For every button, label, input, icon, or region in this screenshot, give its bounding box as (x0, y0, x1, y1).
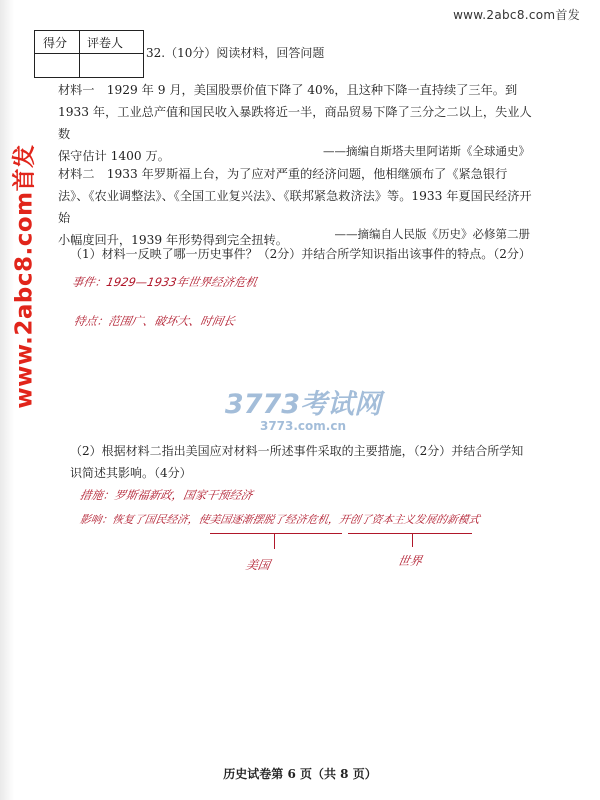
score-table (34, 30, 144, 78)
material-two-line: 小幅度回升，1939 年形势得到完全扭转。 (58, 233, 288, 247)
material-two-line: 材料二 1933 年罗斯福上台，为了应对严重的经济问题，他相继颁布了《紧急银行 (58, 167, 508, 181)
annotation-tick-us (274, 533, 275, 549)
material-one-line: 1933 年，工业总产值和国民收入暴跌将近一半，商品贸易下降了三分之二以上，失业人数 (58, 105, 532, 141)
center-watermark-logo: 3773考试网 (224, 389, 382, 420)
side-watermark: www.2abc8.com首发 (11, 144, 38, 409)
annotation-underline-us (210, 533, 342, 534)
handwritten-label-world: 世界 (396, 554, 424, 568)
sub-question-two-line: （2）根据材料二指出美国应对材料一所述事件采取的主要措施，（2分）并结合所学知 (70, 444, 524, 458)
sub-question-one: （1）材料一反映了哪一历史事件？（2分）并结合所学知识指出该事件的特点。（2分） (70, 247, 531, 261)
annotation-underline-world (348, 533, 472, 534)
material-one-line: 材料一 1929 年 9 月，美国股票价值下降了 40%，且这种下降一直持续了三年。到 (58, 83, 518, 97)
material-two-source: ——摘编自人民版《历史》必修第二册 (334, 227, 530, 241)
handwritten-label-us: 美国 (244, 558, 272, 572)
question-title: 32.（10分）阅读材料，回答问题 (146, 46, 325, 60)
sub-question-two-line: 识简述其影响。（4分） (70, 466, 192, 480)
annotation-tick-world (412, 533, 413, 547)
page-footer: 历史试卷第 6 页（共 8 页） (223, 767, 377, 781)
material-two-line: 法》、《农业调整法》、《全国工业复兴法》、《联邦紧急救济法》等。1933 年夏国民经济开始 (58, 189, 532, 225)
sub-question-two (70, 440, 540, 484)
handwritten-answer-event: 事件：1929—1933年世界经济危机 (70, 275, 259, 289)
material-one-source: ——摘编自斯塔夫里阿诺斯《全球通史》 (323, 144, 530, 158)
center-watermark-url: 3773.com.cn (259, 419, 347, 433)
handwritten-answer-measures: 措施：罗斯福新政，国家干预经济 (78, 488, 254, 502)
material-one-line: 保守估计 1400 万。 (58, 149, 170, 163)
site-label-top: www.2abc8.com首发 (453, 8, 580, 22)
handwritten-answer-feature: 特点：范围广、破坏大、时间长 (72, 314, 237, 328)
center-watermark (218, 382, 388, 433)
grader-label: 评卷人 (87, 36, 124, 50)
score-label: 得分 (43, 36, 68, 50)
handwritten-answer-impact: 影响：恢复了国民经济，使美国逐渐摆脱了经济危机，开创了资本主义发展的新模式 (78, 513, 481, 526)
